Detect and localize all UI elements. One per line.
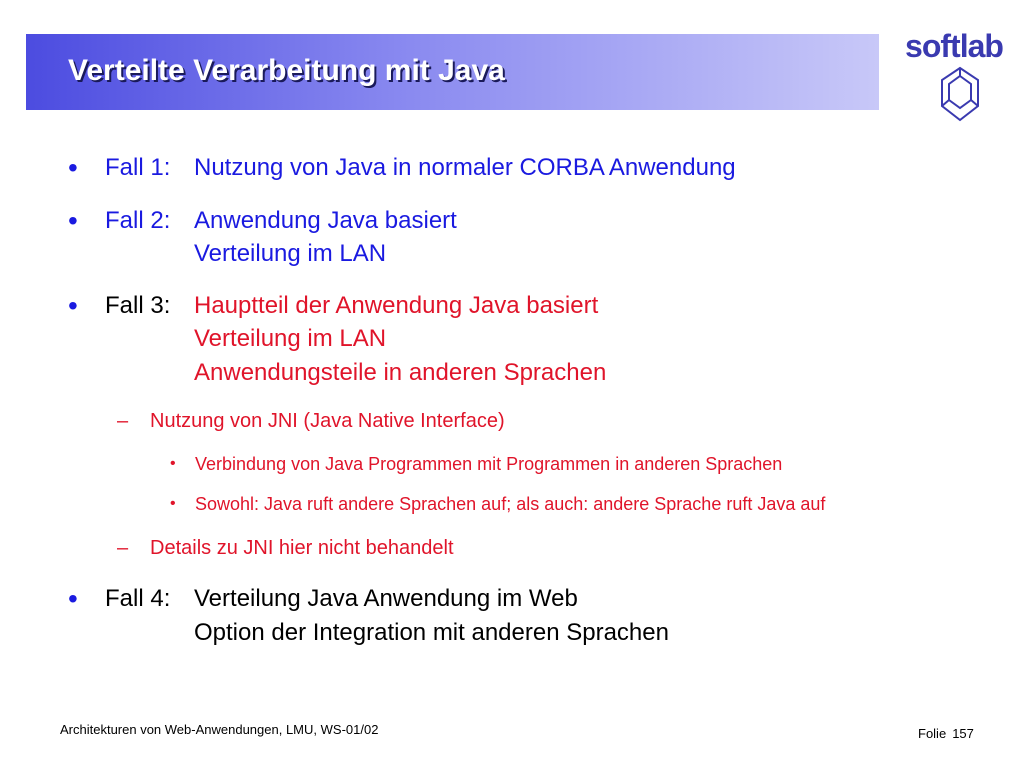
footer-course: Architekturen von Web-Anwendungen, LMU, WS-01/02	[60, 722, 379, 737]
sub-sub-item-text: Verbindung von Java Programmen mit Programmen in anderen Sprachen	[195, 454, 783, 474]
item-text: Nutzung von Java in normaler CORBA Anwendung	[194, 154, 736, 181]
footer-page	[918, 726, 980, 741]
sub-item-text: Details zu JNI hier nicht behandelt	[150, 537, 454, 559]
item-label: Fall 3:	[105, 292, 171, 319]
dash-bullet: –	[117, 410, 129, 432]
bullet-dot: •	[68, 205, 78, 236]
item-text: Verteilung im LAN	[194, 240, 387, 267]
item-text: Anwendung Java basiert	[194, 207, 457, 234]
bullet-dot: •	[68, 290, 78, 321]
bullet-dot: •	[68, 152, 78, 183]
item-text: Hauptteil der Anwendung Java basiert	[194, 292, 599, 319]
title-bar	[26, 34, 879, 110]
bullet-dot: •	[170, 495, 176, 512]
dash-bullet: –	[117, 537, 129, 559]
bullet-dot: •	[68, 583, 78, 614]
page-number: 157	[952, 726, 974, 741]
logo-text: softlab	[905, 28, 1003, 64]
softlab-logo	[896, 28, 1012, 124]
bullet-dot: •	[170, 455, 176, 472]
item-text: Option der Integration mit anderen Sprachen	[194, 619, 669, 646]
item-text: Verteilung im LAN	[194, 325, 387, 352]
item-label: Fall 1:	[105, 154, 171, 181]
folie-label: Folie	[918, 726, 947, 741]
slide-title: Verteilte Verarbeitung mit Java	[68, 54, 505, 87]
item-text: Verteilung Java Anwendung im Web	[194, 585, 578, 612]
item-label: Fall 4:	[105, 585, 171, 612]
item-label: Fall 2:	[105, 207, 171, 234]
logo-cube-icon	[940, 66, 980, 122]
sub-item-text: Nutzung von JNI (Java Native Interface)	[150, 410, 505, 432]
item-text: Anwendungsteile in anderen Sprachen	[194, 359, 607, 386]
sub-sub-item-text: Sowohl: Java ruft andere Sprachen auf; als auch: andere Sprache ruft Java auf	[195, 494, 826, 514]
